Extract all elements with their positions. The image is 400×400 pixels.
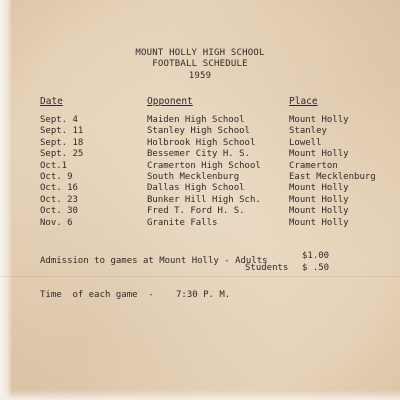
game-place: Lowell [289,137,322,148]
game-opponent: Maiden High School [147,115,245,125]
schedule-year: 1959 [188,71,212,81]
game-place: Mount Holly [289,149,349,160]
game-time-label: Time of each game - [40,290,154,300]
table-row [0,138,400,149]
adults-price: $1.00 [302,251,330,261]
table-row [0,149,400,160]
game-date: Sept. 18 [40,137,84,148]
game-opponent: Granite Falls [147,217,218,228]
opponent-column-header: Opponent [147,96,193,107]
game-opponent: Bunker Hill High Sch. [147,194,261,205]
table-row [0,172,400,183]
game-place: Stanley [289,126,327,137]
game-place: Mount Holly [289,115,349,125]
admission-label: Admission to games at Mount Holly - Adults [40,256,268,266]
date-column-header: Date [40,96,63,107]
game-date: Sept. 11 [40,126,84,137]
game-date: Nov. 6 [40,217,73,228]
game-date: Oct.1 [40,160,68,171]
table-row [0,183,400,194]
game-date: Sept. 4 [40,115,78,125]
game-date: Oct. 9 [40,172,73,182]
table-row [0,218,400,229]
game-opponent: Bessemer City H. S. [147,149,250,160]
game-opponent: Holbrook High School [147,137,256,148]
table-row [0,115,400,126]
game-place: Mount Holly [289,183,349,194]
students-label: Students [245,263,289,273]
game-opponent: Dallas High School [147,183,245,194]
table-row [0,206,400,217]
game-place: Cramerton [289,160,338,171]
game-date: Oct. 30 [40,206,78,217]
students-price: $ .50 [302,263,330,273]
school-name: MOUNT HOLLY HIGH SCHOOL [135,48,265,58]
game-place: Mount Holly [289,217,349,228]
game-time-value: 7:30 P. M. [176,290,231,300]
table-row [0,161,400,172]
game-date: Oct. 23 [40,194,78,205]
table-row [0,126,400,137]
place-column-header: Place [289,96,318,107]
game-date: Sept. 25 [40,149,84,160]
game-opponent: Fred T. Ford H. S. [147,206,245,217]
game-opponent: Cramerton High School [147,160,261,171]
table-row [0,195,400,206]
game-opponent: South Mecklenburg [147,172,240,182]
game-place: Mount Holly [289,206,349,217]
schedule-title: FOOTBALL SCHEDULE [152,59,248,69]
game-date: Oct. 16 [40,183,78,194]
game-place: East Mecklenburg [289,172,376,182]
game-place: Mount Holly [289,194,349,205]
game-opponent: Stanley High School [147,126,250,137]
